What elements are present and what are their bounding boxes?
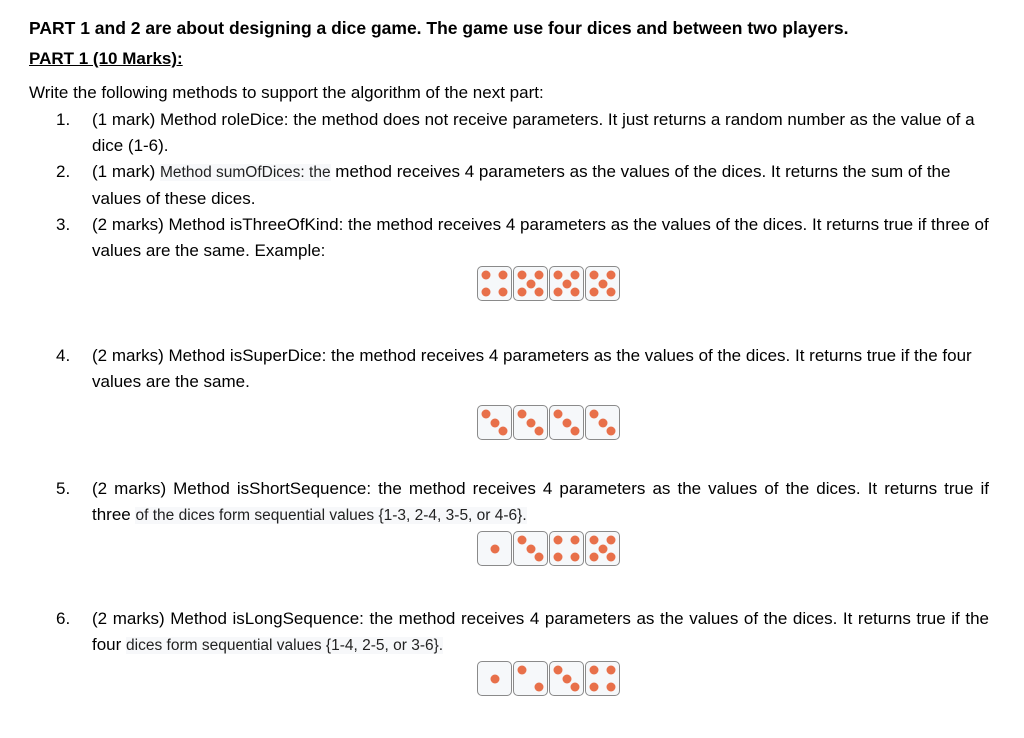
die-face-3 bbox=[585, 405, 620, 440]
list-item-1 bbox=[29, 107, 1024, 159]
dice-example-short-sequence bbox=[29, 531, 1024, 566]
list-item-3 bbox=[29, 212, 1024, 264]
item-number: 5. bbox=[56, 479, 71, 498]
item-text: (2 marks) Method isLongSequence: the method receives 4 parameters as the values of the dices. It returns true if the four bbox=[92, 609, 989, 654]
die-pip bbox=[534, 682, 543, 691]
die-pip bbox=[590, 682, 599, 691]
die-pip bbox=[570, 552, 579, 561]
die-pip bbox=[518, 271, 527, 280]
item-text: (2 marks) Method isShortSequence: the method receives 4 parameters as the values of the dices. It returns true if three bbox=[92, 479, 989, 524]
die-face-5 bbox=[549, 266, 584, 301]
list-item-2 bbox=[29, 159, 1024, 212]
item-text-highlight: dices form sequential values {1-4, 2-5, or 3-6}. bbox=[126, 637, 444, 654]
heading: PART 1 and 2 are about designing a dice game. The game use four dices and between two players. bbox=[29, 18, 849, 38]
die-pip bbox=[606, 287, 615, 296]
die-face-4 bbox=[477, 266, 512, 301]
die-pip bbox=[554, 287, 563, 296]
dice-example-super-dice bbox=[29, 405, 1024, 440]
die-pip bbox=[606, 552, 615, 561]
die-face-5 bbox=[585, 266, 620, 301]
die-face-5 bbox=[513, 266, 548, 301]
die-pip bbox=[598, 418, 607, 427]
die-pip bbox=[490, 418, 499, 427]
die-pip bbox=[534, 287, 543, 296]
die-face-5 bbox=[585, 531, 620, 566]
die-pip bbox=[554, 410, 563, 419]
die-pip bbox=[606, 426, 615, 435]
die-pip bbox=[590, 287, 599, 296]
item-number: 6. bbox=[56, 609, 71, 628]
die-pip bbox=[606, 536, 615, 545]
item-text: (1 mark) bbox=[92, 162, 160, 181]
intro-text: Write the following methods to support the algorithm of the next part: bbox=[29, 83, 544, 102]
die-pip bbox=[482, 287, 491, 296]
die-pip bbox=[518, 536, 527, 545]
dice-example-long-sequence bbox=[29, 661, 1024, 696]
die-pip bbox=[598, 279, 607, 288]
die-face-4 bbox=[585, 661, 620, 696]
die-face-4 bbox=[549, 531, 584, 566]
die-pip bbox=[518, 666, 527, 675]
die-pip bbox=[526, 279, 535, 288]
item-number: 2. bbox=[56, 162, 71, 181]
item-number: 4. bbox=[56, 346, 71, 365]
die-pip bbox=[590, 552, 599, 561]
die-pip bbox=[482, 410, 491, 419]
die-pip bbox=[590, 410, 599, 419]
die-pip bbox=[598, 544, 607, 553]
die-pip bbox=[590, 271, 599, 280]
item-text-highlight: of the dices form sequential values {1-3, 2-4, 3-5, or 4-6}. bbox=[135, 507, 527, 524]
item-text-rest: method receives 4 parameters as the values of the dices. It returns the sum of the values of these dices. bbox=[92, 162, 951, 208]
die-pip bbox=[482, 271, 491, 280]
list-item-5 bbox=[29, 476, 1024, 529]
die-pip bbox=[606, 666, 615, 675]
die-pip bbox=[518, 410, 527, 419]
die-pip bbox=[554, 536, 563, 545]
die-pip bbox=[570, 682, 579, 691]
item-text: (2 marks) Method isThreeOfKind: the method receives 4 parameters as the values of the dices. It returns true if three of values are the same. Example: bbox=[92, 215, 989, 260]
list-item-6 bbox=[29, 606, 1024, 659]
die-pip bbox=[490, 544, 499, 553]
die-pip bbox=[562, 674, 571, 683]
die-pip bbox=[570, 271, 579, 280]
die-face-3 bbox=[513, 531, 548, 566]
die-face-1 bbox=[477, 661, 512, 696]
die-face-3 bbox=[477, 405, 512, 440]
item-text: (1 mark) Method roleDice: the method does not receive parameters. It just returns a random number as the value of a dice (1-6). bbox=[92, 110, 975, 155]
die-pip bbox=[570, 536, 579, 545]
die-pip bbox=[498, 271, 507, 280]
die-face-1 bbox=[477, 531, 512, 566]
die-pip bbox=[554, 271, 563, 280]
die-face-3 bbox=[513, 405, 548, 440]
item-number: 1. bbox=[56, 110, 71, 129]
die-pip bbox=[490, 674, 499, 683]
die-pip bbox=[606, 271, 615, 280]
die-pip bbox=[518, 287, 527, 296]
die-pip bbox=[498, 287, 507, 296]
die-pip bbox=[554, 552, 563, 561]
part1-title: PART 1 (10 Marks): bbox=[29, 49, 183, 68]
die-pip bbox=[562, 279, 571, 288]
die-face-3 bbox=[549, 661, 584, 696]
die-pip bbox=[606, 682, 615, 691]
die-pip bbox=[534, 271, 543, 280]
die-pip bbox=[534, 552, 543, 561]
die-face-2 bbox=[513, 661, 548, 696]
item-number: 3. bbox=[56, 215, 71, 234]
dice-example-three-of-kind bbox=[29, 266, 1024, 301]
die-pip bbox=[526, 544, 535, 553]
die-pip bbox=[554, 666, 563, 675]
item-text: (2 marks) Method isSuperDice: the method receives 4 parameters as the values of the dices. It returns true if the four values are the same. bbox=[92, 346, 972, 391]
die-pip bbox=[590, 666, 599, 675]
die-pip bbox=[570, 287, 579, 296]
die-pip bbox=[590, 536, 599, 545]
list-item-4 bbox=[29, 343, 1024, 395]
die-pip bbox=[526, 418, 535, 427]
item-text-highlight: Method sumOfDices: the bbox=[160, 164, 331, 181]
die-face-3 bbox=[549, 405, 584, 440]
die-pip bbox=[562, 418, 571, 427]
die-pip bbox=[498, 426, 507, 435]
die-pip bbox=[570, 426, 579, 435]
die-pip bbox=[534, 426, 543, 435]
